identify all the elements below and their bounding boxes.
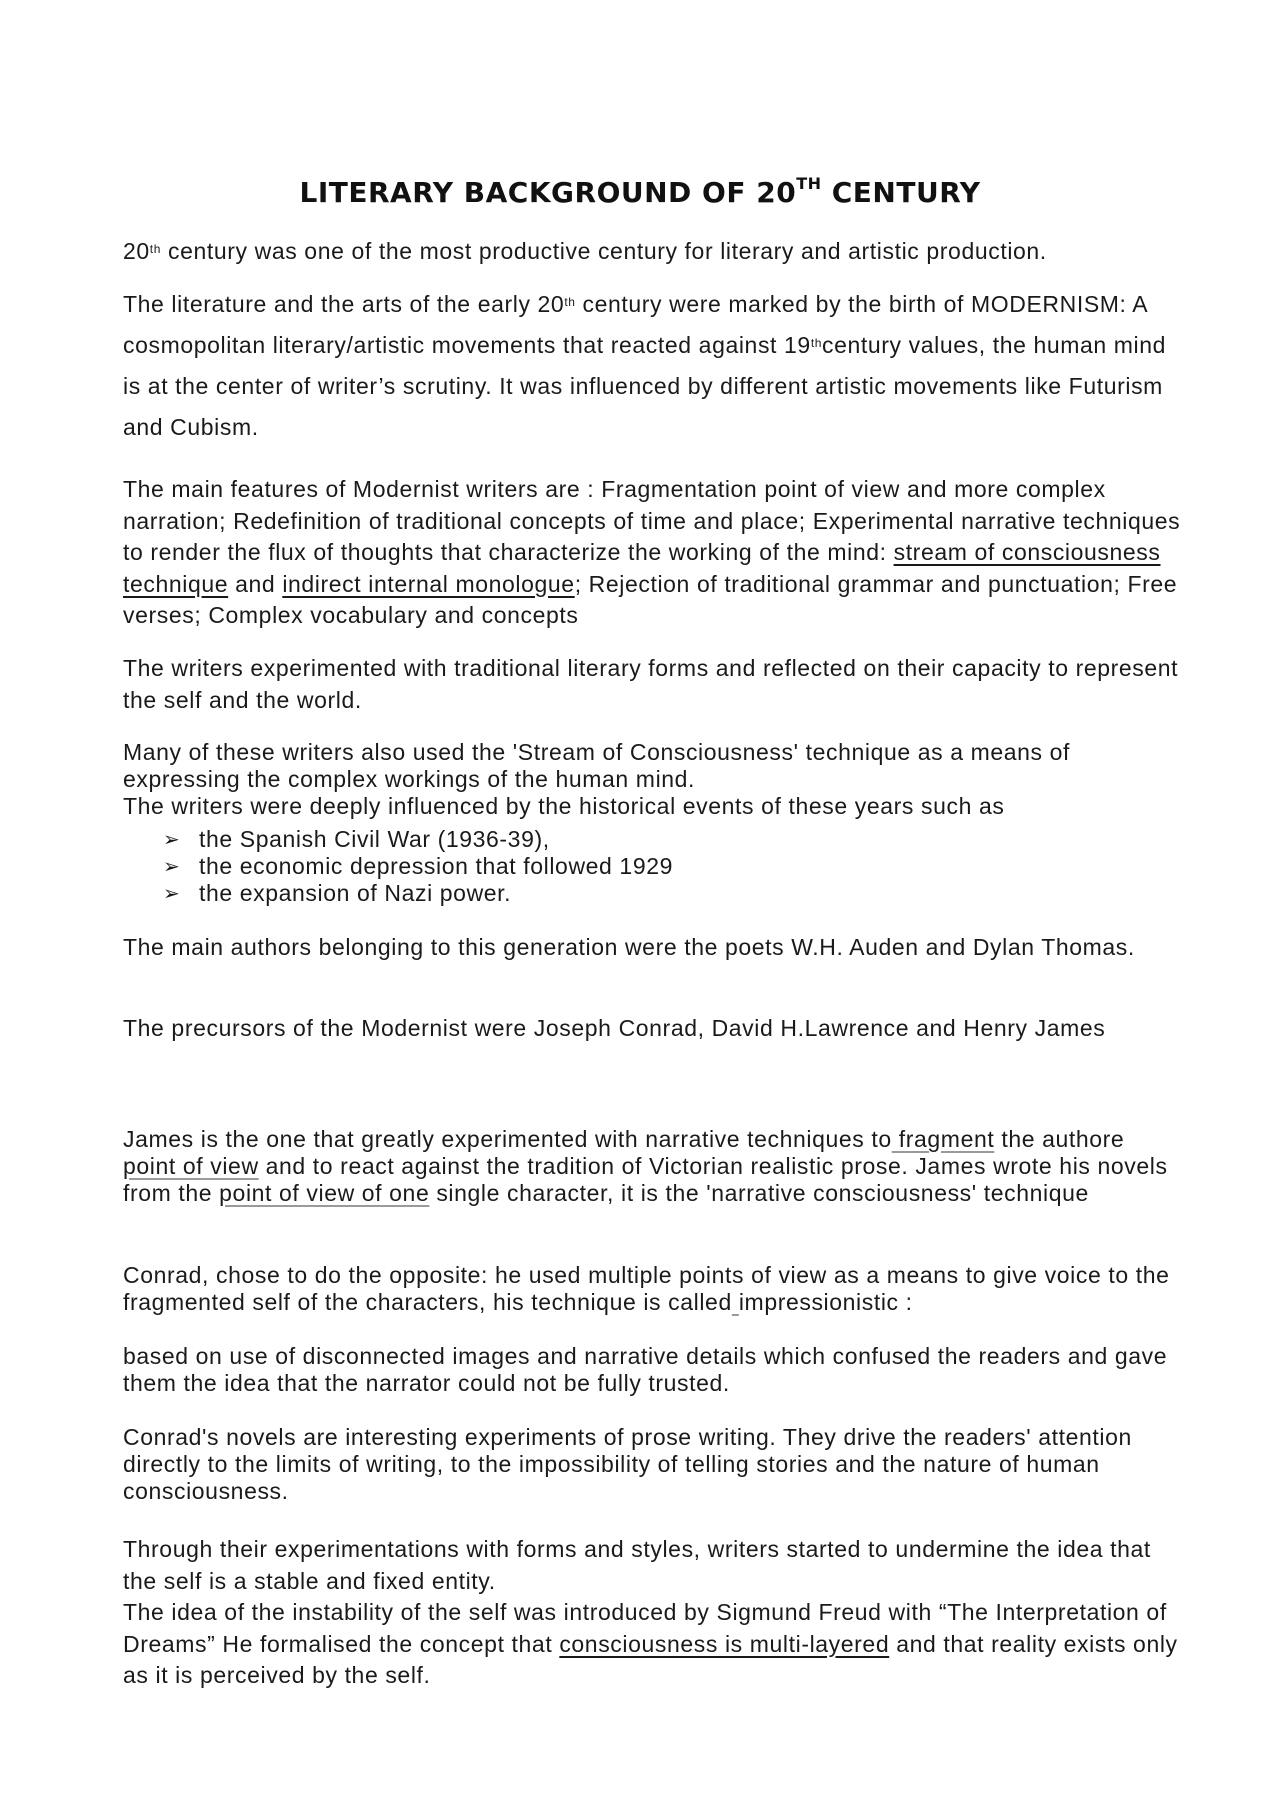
title-text-end: CENTURY (821, 176, 981, 209)
text-run: and that reality exists only as it is perceived by the self. (123, 1630, 1178, 1688)
paragraph-james (123, 1126, 1183, 1207)
paragraph-precursors: The precursors of the Modernist were Joseph Conrad, David H.Lawrence and Henry James (123, 1015, 1106, 1041)
text-run: The writers were deeply influenced by the historical events of these years such as (123, 793, 1005, 819)
underlined-term: point of view (123, 1153, 259, 1179)
list-item-text: the Spanish Civil War (1936-39), (199, 826, 550, 852)
paragraph-features (123, 474, 1183, 632)
superscript: th (149, 242, 162, 256)
text-run: The idea of the instability of the self was introduced by Sigmund Freud with “The Interpretation of Dreams” He formalised the concept that (123, 1599, 1167, 1657)
underlined-term: stream of consciousness technique (123, 539, 1161, 597)
paragraph-modernism (123, 284, 1183, 448)
superscript: th (810, 336, 823, 350)
page-title (0, 176, 1280, 209)
list-item-text: the economic depression that followed 1929 (199, 853, 673, 879)
historical-events-list (163, 826, 1063, 907)
arrow-bullet-icon: ➢ (163, 827, 181, 851)
text-run: century were marked by the birth of MODERNISM: A cosmopolitan literary/artistic movements that reacted against 19 (123, 291, 1147, 358)
underlined-term: consciousness is multi-layered (559, 1630, 890, 1657)
list-item-text: the expansion of Nazi power. (199, 880, 512, 906)
list-item (163, 853, 1063, 880)
paragraph-authors: The main authors belonging to this generation were the poets W.H. Auden and Dylan Thomas. (123, 934, 1135, 960)
text-run: century values, the human mind is at the center of writer’s scrutiny. It was influenced by different artistic movements like Futurism and Cubism. (123, 332, 1167, 440)
paragraph-conrad-novels: Conrad's novels are interesting experiments of prose writing. They drive the readers' attention directly to the limits of writing, to the impossibility of telling stories and the nature of human consciousness. (123, 1424, 1132, 1504)
text-run: and (228, 570, 283, 597)
title-text: LITERARY BACKGROUND OF 20 (299, 176, 797, 209)
text-run: impressionistic : (738, 1289, 913, 1315)
underlined-term: indirect internal monologue (282, 570, 575, 597)
text-run: the authore (994, 1126, 1125, 1152)
arrow-bullet-icon: ➢ (163, 881, 181, 905)
text-run: ; Rejection of traditional grammar and punctuation; Free verses; Complex vocabulary and concepts (123, 570, 1178, 628)
paragraph-conrad (123, 1262, 1183, 1316)
title-superscript: TH (796, 174, 822, 193)
paragraph-intro (123, 231, 1183, 272)
arrow-bullet-icon: ➢ (163, 854, 181, 878)
list-item (163, 826, 1063, 853)
text-run: Conrad, chose to do the opposite: he used multiple points of view as a means to give voice to the fragmented self of the characters, his technique is called (123, 1262, 1170, 1315)
text-run: and to react against the tradition of Victorian realistic prose. James wrote his novels from the (123, 1153, 1168, 1206)
text-run: Many of these writers also used the 'Stream of Consciousness' technique as a means of expressing the complex workings of the human mind. (123, 739, 1071, 792)
text-run: The main features of Modernist writers are : Fragmentation point of view and more complex narration; Redefinition of traditional concepts of time and place; Experimental narrative techniques to render the flux of thoughts that characterize the working of the mind: (123, 476, 1181, 565)
text-run: James is the one that greatly experimented with narrative techniques to (123, 1126, 892, 1152)
text-run: Through their experimentations with forms and styles, writers started to undermine the idea that the self is a stable and fixed entity. (123, 1536, 1151, 1594)
text-run: The literature and the arts of the early 20 (123, 291, 565, 317)
paragraph-disconnected: based on use of disconnected images and narrative details which confused the readers and gave them the idea that the narrator could not be fully trusted. (123, 1343, 1168, 1396)
text-run: century was one of the most productive century for literary and artistic production. (161, 238, 1047, 264)
list-item (163, 880, 1063, 907)
paragraph-freud (123, 1534, 1183, 1692)
text-run: single character, it is the 'narrative consciousness' technique (429, 1180, 1089, 1206)
underlined-term: point of view of one (219, 1180, 430, 1206)
superscript: th (564, 295, 576, 309)
underlined-term: fragment (891, 1126, 995, 1152)
paragraph-experiment: The writers experimented with traditional literary forms and reflected on their capacity to represent the self and the world. (123, 655, 1179, 713)
text-run: 20 (123, 238, 150, 264)
paragraph-stream (123, 739, 1183, 820)
underlined-space (732, 1289, 739, 1315)
